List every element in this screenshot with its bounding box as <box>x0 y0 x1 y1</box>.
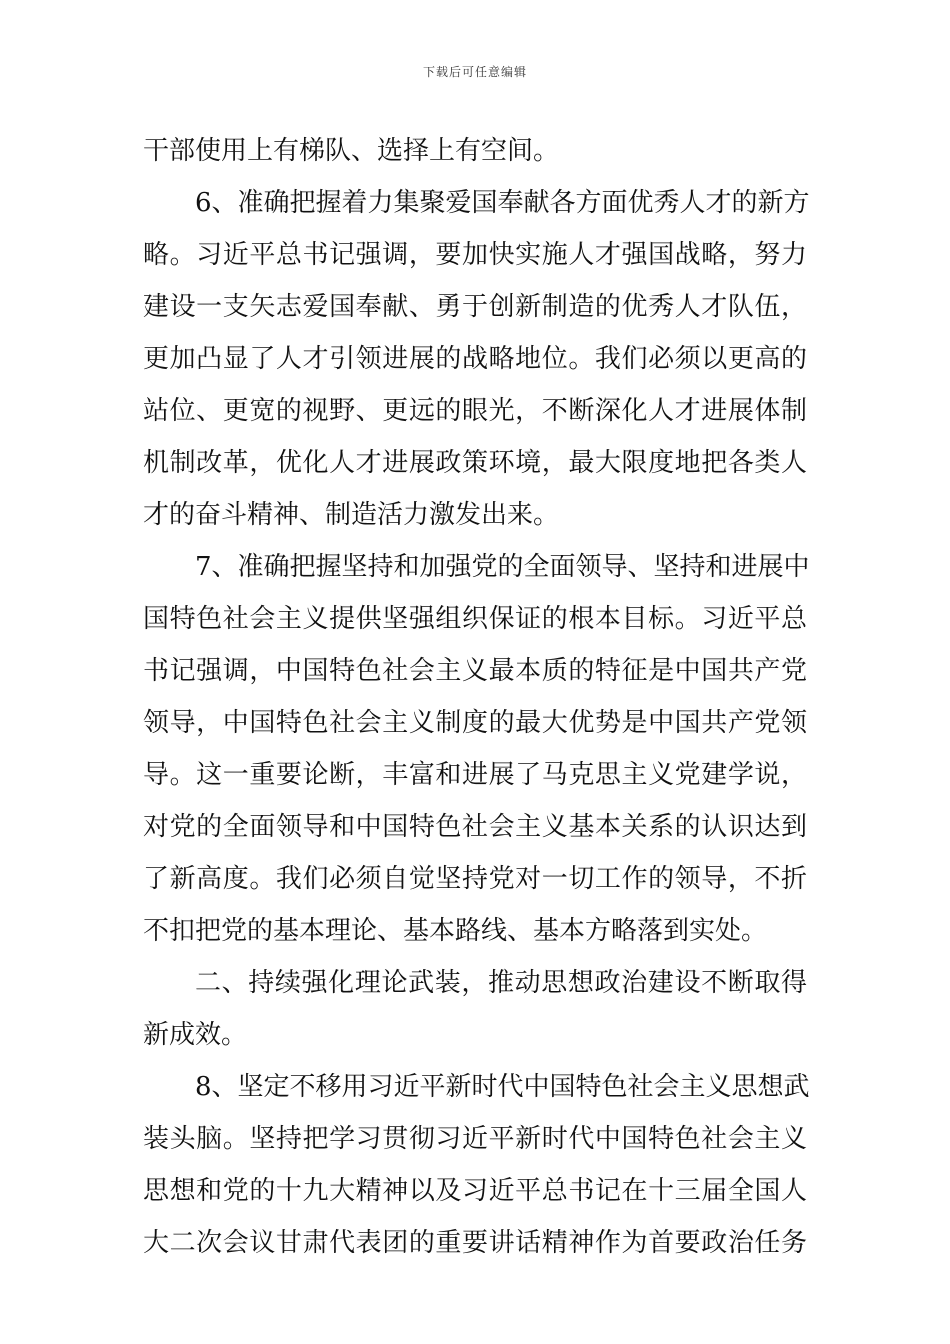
text-line: 才的奋斗精神、制造活力激发出来。 <box>143 500 560 530</box>
text-line: 书记强调，中国特色社会主义最本质的特征是中国共产党 <box>143 656 807 686</box>
text-line: 二、持续强化理论武装，推动思想政治建设不断取得 <box>195 968 807 998</box>
text-line: 干部使用上有梯队、选择上有空间。 <box>143 136 560 166</box>
text-line: 建设一支矢志爱国奉献、勇于创新制造的优秀人才队伍， <box>143 292 807 322</box>
text-line: 更加凸显了人才引领进展的战略地位。我们必须以更高的 <box>143 344 807 374</box>
text-line: 领导，中国特色社会主义制度的最大优势是中国共产党领 <box>143 708 807 738</box>
text-line: 8、坚定不移用习近平新时代中国特色社会主义思想武 <box>195 1072 810 1102</box>
text-line: 新成效。 <box>143 1020 248 1050</box>
text-line: 略。习近平总书记强调，要加快实施人才强国战略，努力 <box>143 240 807 270</box>
text-line: 机制改革，优化人才进展政策环境，最大限度地把各类人 <box>143 448 807 478</box>
text-line: 站位、更宽的视野、更远的眼光，不断深化人才进展体制 <box>143 396 807 426</box>
text-line: 不扣把党的基本理论、基本路线、基本方略落到实处。 <box>143 916 768 946</box>
text-line: 对党的全面领导和中国特色社会主义基本关系的认识达到 <box>143 812 807 842</box>
document-body <box>143 125 810 1269</box>
text-line: 思想和党的十九大精神以及习近平总书记在十三届全国人 <box>143 1176 807 1206</box>
text-line: 7、准确把握坚持和加强党的全面领导、坚持和进展中 <box>195 552 810 582</box>
text-line: 导。这一重要论断，丰富和进展了马克思主义党建学说， <box>143 760 807 790</box>
text-line: 了新高度。我们必须自觉坚持党对一切工作的领导，不折 <box>143 864 807 894</box>
page-header: 下载后可任意编辑 <box>422 65 527 79</box>
text-line: 大二次会议甘肃代表团的重要讲话精神作为首要政治任务 <box>143 1228 807 1258</box>
text-line: 装头脑。坚持把学习贯彻习近平新时代中国特色社会主义 <box>143 1124 807 1154</box>
text-line: 国特色社会主义提供坚强组织保证的根本目标。习近平总 <box>143 604 807 634</box>
text-line: 6、准确把握着力集聚爱国奉献各方面优秀人才的新方 <box>195 188 810 218</box>
